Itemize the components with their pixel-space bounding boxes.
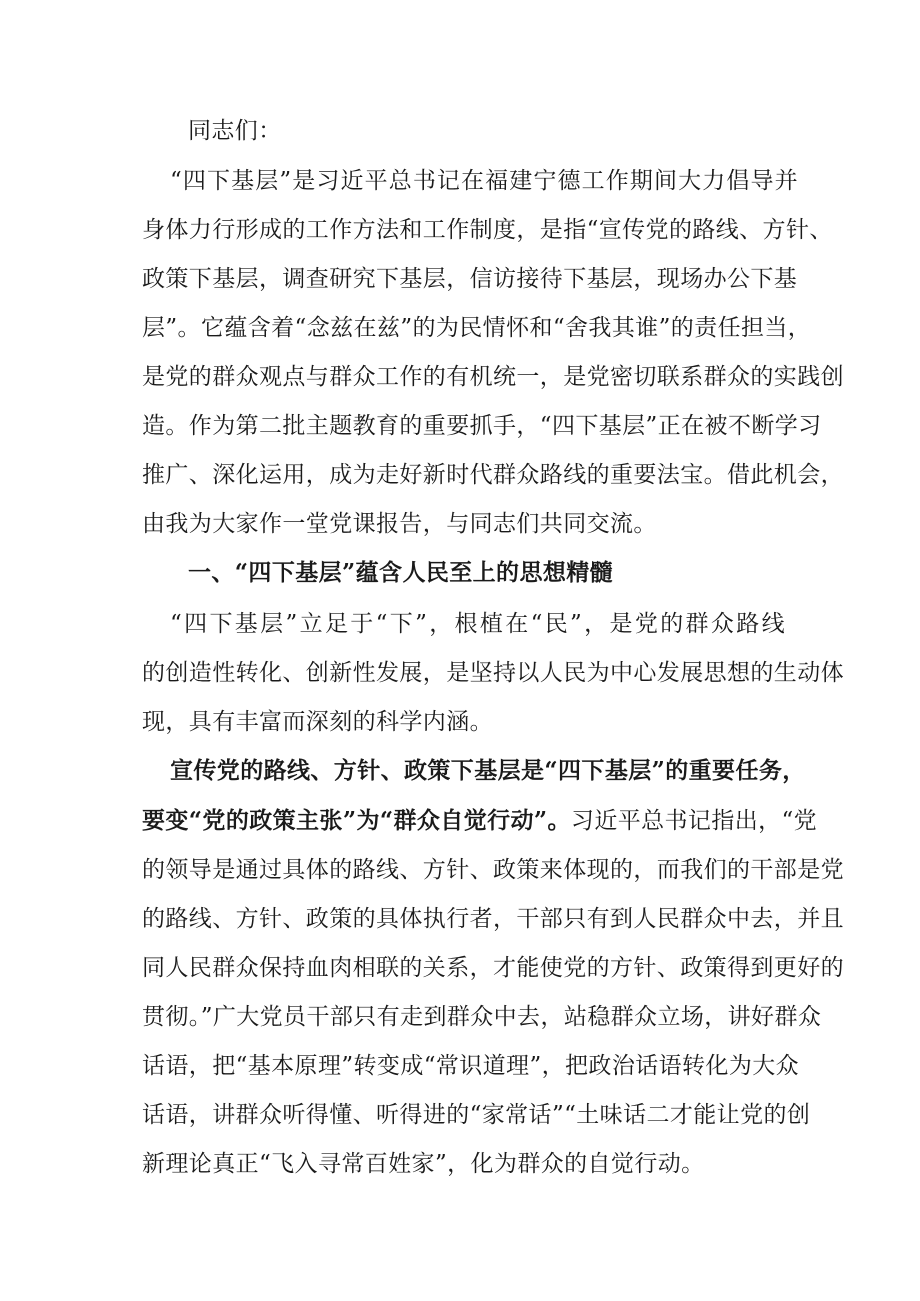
paragraph-line: 身体力行形成的工作方法和工作制度，是指“宣传党的路线、方针、: [142, 217, 833, 243]
point-line: 新理论真正“飞入寻常百姓家”，化为群众的自觉行动。: [142, 1151, 705, 1177]
point-bold-line: 宣传党的路线、方针、政策下基层是“四下基层”的重要任务，: [170, 757, 806, 784]
point-line: 的领导是通过具体的路线、方针、政策来体现的，而我们的干部是党: [142, 857, 844, 883]
point-mixed-line: [142, 806, 818, 836]
paragraph-line: 层”。它蕴含着“念兹在兹”的为民情怀和“舍我其谁”的责任担当，: [142, 315, 812, 341]
section-intro-line: “四下基层”立足于“下”，根植在“民”，是党的群众路线: [170, 611, 785, 637]
point-line: 话语，把“基本原理”转变成“常识道理”，把政治话语转化为大众: [142, 1053, 800, 1079]
paragraph-line: 由我为大家作一堂党课报告，与同志们共同交流。: [142, 511, 657, 537]
point-line: 话语，讲群众听得懂、听得进的“家常话”“土味话二才能让党的创: [142, 1102, 811, 1128]
point-bold-phrase: 要变“党的政策主张”为“群众自觉行动”。: [142, 807, 571, 834]
paragraph-line: 造。作为第二批主题教育的重要抓手，“四下基层”正在被不断学习: [142, 413, 822, 439]
section-heading: 一、“四下基层”蕴含人民至上的思想精髓: [188, 559, 614, 586]
point-line: 同人民群众保持血肉相联的关系，才能使党的方针、政策得到更好的: [142, 955, 844, 981]
point-quote-start: 习近平总书记指出，“党: [570, 808, 818, 834]
paragraph-line: “四下基层”是习近平总书记在福建宁德工作期间大力倡导并: [170, 168, 798, 194]
paragraph-line: 政策下基层，调查研究下基层，信访接待下基层，现场办公下基: [142, 266, 798, 292]
salutation: 同志们：: [188, 118, 282, 144]
point-line: 贯彻。”广大党员干部只有走到群众中去，站稳群众立场，讲好群众: [142, 1004, 822, 1030]
point-line: 的路线、方针、政策的具体执行者，干部只有到人民群众中去，并且: [142, 906, 844, 932]
paragraph-line: 推广、深化运用，成为走好新时代群众路线的重要法宝。借此机会，: [142, 462, 844, 488]
section-intro-line: 的创造性转化、创新性发展，是坚持以人民为中心发展思想的生动体: [142, 660, 844, 686]
paragraph-line: 是党的群众观点与群众工作的有机统一，是党密切联系群众的实践创: [142, 364, 844, 390]
section-intro-line: 现，具有丰富而深刻的科学内涵。: [142, 709, 493, 735]
